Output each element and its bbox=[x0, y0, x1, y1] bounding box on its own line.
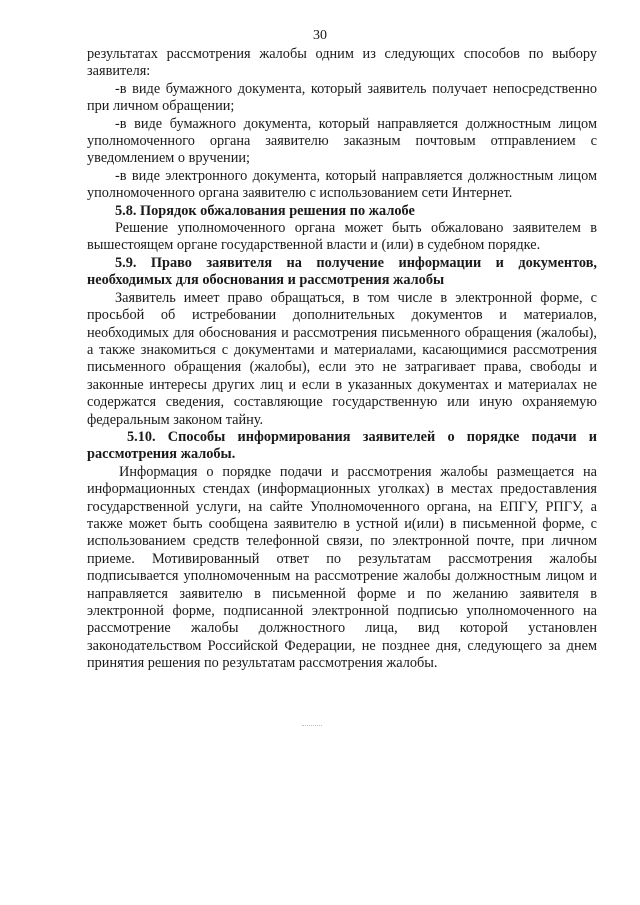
section-heading-5-10: 5.10. Способы информирования заявителей о порядке подачи и рассмотрения жалобы. bbox=[87, 428, 597, 463]
page-number: 30 bbox=[313, 28, 327, 43]
list-item-paper-in-person: -в виде бумажного документа, который заявитель получает непосредственно при личном обращении; bbox=[87, 80, 597, 115]
list-item-electronic: -в виде электронного документа, который направляется должностным лицом уполномоченного органа заявителю с использованием сети Интернет. bbox=[87, 167, 597, 202]
list-item-paper-by-mail: -в виде бумажного документа, который направляется должностным лицом уполномоченного органа заявителю заказным почтовым отправлением с уведомлением о вручении; bbox=[87, 115, 597, 167]
section-heading-5-8: 5.8. Порядок обжалования решения по жалобе bbox=[115, 202, 415, 219]
section-heading-5-9: 5.9. Право заявителя на получение информации и документов, необходимых для обоснования и рассмотрения жалобы bbox=[87, 254, 597, 289]
paragraph-continuation: результатах рассмотрения жалобы одним из следующих способов по выбору заявителя: bbox=[87, 46, 597, 80]
scan-mark bbox=[302, 725, 322, 726]
paragraph-applicant-rights: Заявитель имеет право обращаться, в том числе в электронной форме, с просьбой об истребовании дополнительных документов и материалов, необходимых для обоснования и рассмотрения письменного обращения (жалобы), а также знакомиться с документами и материалами, касающимися рассмотрения письменного обращения (жалобы), если это не затрагивает права, свободы и законные интересы других лиц и если в указанных документах и материалах не содержатся сведения, составляющие государственную или иную охраняемую федеральным законом тайну. bbox=[87, 289, 597, 428]
document-body bbox=[87, 46, 597, 673]
paragraph-informing-methods: Информация о порядке подачи и рассмотрения жалобы размещается на информационных стендах (информационных уголках) в местах предоставления государственной услуги, на сайте Уполномоченного органа, на ЕПГУ, РПГУ, а также может быть сообщена заявителю в устной и(или) в письменной форме, с использованием средств телефонной связи, по электронной почте, при личном приеме. Мотивированный ответ по результатам рассмотрения жалобы подписывается уполномоченным на рассмотрение жалобы должностным лицом и направляется заявителю в письменной форме и по желанию заявителя в электронной форме, подписанной электронной подписью уполномоченного на рассмотрение жалобы должностного лица, вид которой установлен законодательством Российской Федерации, не позднее дня, следующего за днем принятия решения по результатам рассмотрения жалобы. bbox=[87, 463, 597, 672]
paragraph-appeal-decision: Решение уполномоченного органа может быть обжаловано заявителем в вышестоящем органе государственной власти и (или) в судебном порядке. bbox=[87, 220, 597, 254]
